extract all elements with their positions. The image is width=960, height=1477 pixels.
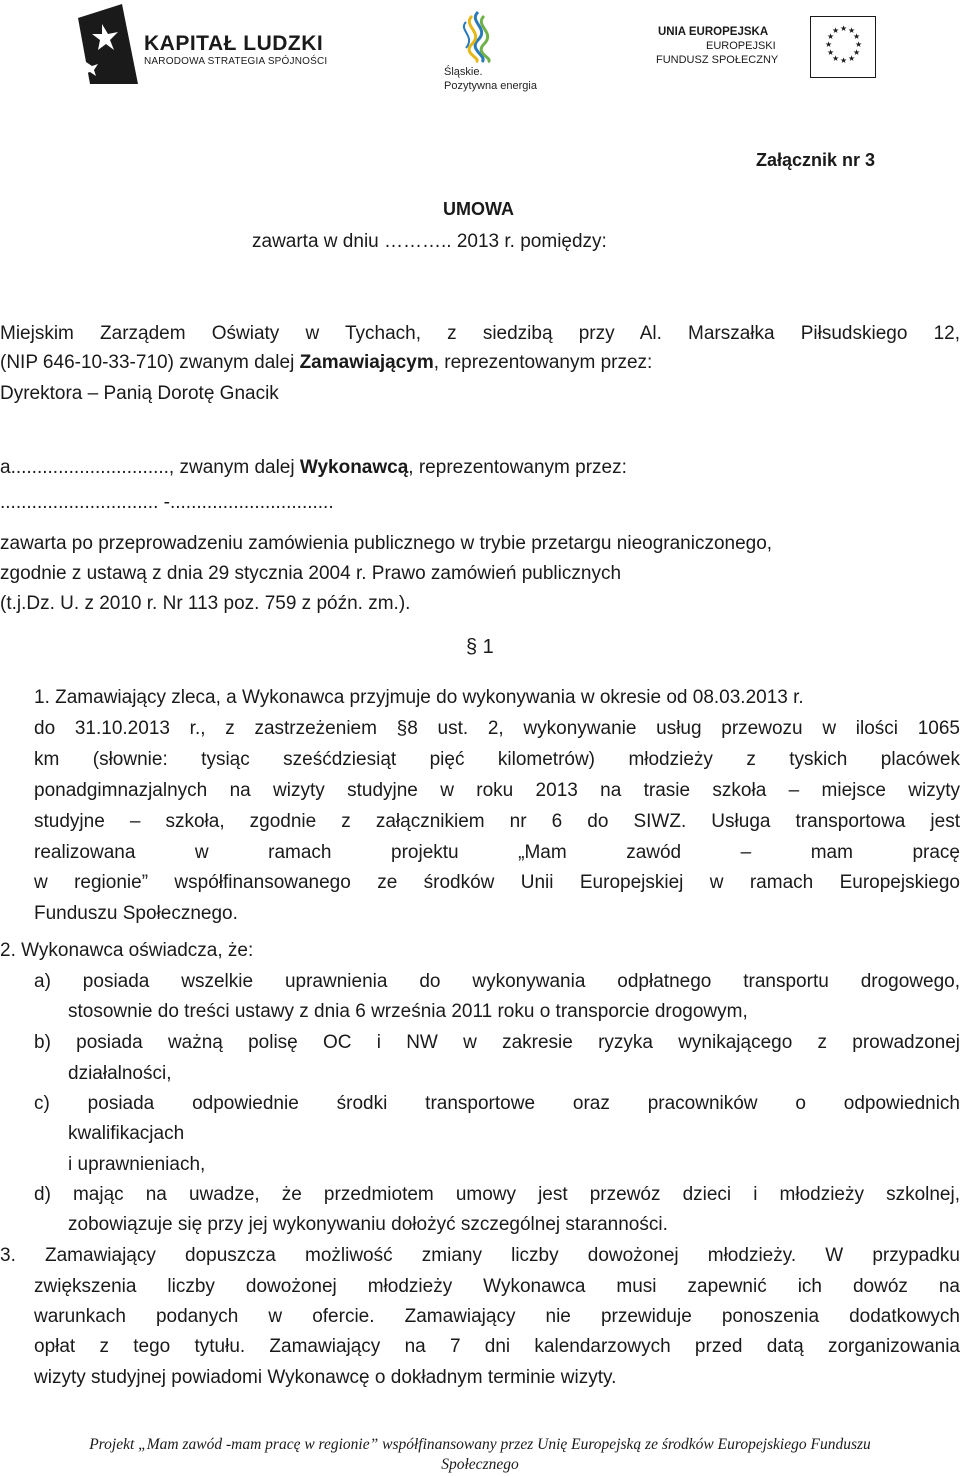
eu-line-3: FUNDUSZ SPOŁECZNY [656, 54, 779, 66]
svg-text:★: ★ [848, 54, 856, 63]
svg-text:★: ★ [827, 32, 835, 41]
eu-logo [650, 16, 880, 86]
svg-text:★: ★ [827, 48, 835, 57]
party2-line-1 [0, 457, 627, 479]
party2-line-3: zawarta po przeprowadzeniu zamówienia publicznego w trybie przetargu nieograniczonego, [0, 533, 773, 554]
party2-text-a: a.............................., zwanym dalej [0, 457, 300, 478]
item3-line-1: 3. Zamawiający dopuszcza możliwość zmiany liczby dowożonej młodzieży. W przypadku [0, 1245, 960, 1266]
party1-text-a: (NIP 646-10-33-710) zwanym dalej [0, 352, 300, 373]
item3-line-2: zwiększenia liczby dowożonej młodzieży Wykonawca musi zapewnić ich dowóz na [34, 1276, 960, 1297]
eu-line-1: UNIA EUROPEJSKA [658, 26, 769, 38]
kapital-ludzki-title: KAPITAŁ LUDZKI [144, 32, 324, 55]
party1-line-3: Dyrektora – Panią Dorotę Gnacik [0, 383, 279, 404]
slaskie-tagline: Pozytywna energia [444, 80, 537, 92]
item2-a-line-1: a) posiada wszelkie uprawnienia do wykonywania odpłatnego transportu drogowego, [34, 971, 960, 992]
svg-text:★: ★ [855, 40, 863, 49]
svg-text:★: ★ [848, 26, 856, 35]
party1-line-1: Miejskim Zarządem Oświaty w Tychach, z siedzibą przy Al. Marszałka Piłsudskiego 12, [0, 323, 960, 344]
item2-b-line-2: działalności, [68, 1063, 172, 1084]
item1-line-3: km (słownie: tysiąc sześćdziesiąt pięć kilometrów) młodzieży z tyskich placówek [34, 749, 960, 770]
item2-a-line-2: stosownie do treści ustawy z dnia 6 września 2011 roku o transporcie drogowym, [68, 1001, 748, 1022]
item1-line-4: ponadgimnazjalnych na wizyty studyjne w roku 2013 na trasie szkoła – miejsce wizyty [34, 780, 960, 801]
svg-text:★: ★ [840, 24, 848, 33]
svg-text:★: ★ [825, 40, 833, 49]
item2-c-line-1: c) posiada odpowiednie środki transportowe oraz pracowników o odpowiednich [34, 1093, 960, 1114]
item2-d-line-2: zobowiązuje się przy jej wykonywaniu dołożyć szczególnej staranności. [68, 1214, 668, 1235]
footer-line-2: Społecznego [441, 1456, 519, 1473]
item2-d-line-1: d) mając na uwadze, że przedmiotem umowy jest przewóz dzieci i młodzieży szkolnej, [34, 1184, 960, 1205]
section-mark: § 1 [466, 636, 494, 658]
item1-line-7: w regionie” współfinansowanego ze środków Unii Europejskiej w ramach Europejskiego [34, 872, 960, 893]
item2-line-1: 2. Wykonawca oświadcza, że: [0, 940, 254, 961]
item3-line-4: opłat z tego tytułu. Zamawiający na 7 dni kalendarzowych przed datą zorganizowania [34, 1336, 960, 1357]
svg-text:★: ★ [832, 26, 840, 35]
party2-line-4: zgodnie z ustawą z dnia 29 stycznia 2004 r. Prawo zamówień publicznych [0, 563, 622, 584]
contract-title: UMOWA [443, 199, 514, 219]
kapital-ludzki-emblem-icon [78, 4, 138, 84]
kapital-ludzki-logo [78, 4, 338, 86]
svg-text:★: ★ [840, 56, 848, 65]
party2-line-2: .............................. -............................... [0, 492, 334, 513]
attachment-label: Załącznik nr 3 [756, 150, 876, 170]
ordering-party-term: Zamawiającym [299, 352, 434, 373]
eu-flag-icon [810, 16, 876, 78]
item1-line-6: realizowana w ramach projektu „Mam zawód – mam pracę [34, 842, 960, 863]
kapital-ludzki-subtitle: NARODOWA STRATEGIA SPÓJNOŚCI [144, 56, 328, 67]
svg-text:★: ★ [853, 32, 861, 41]
svg-text:★: ★ [832, 54, 840, 63]
item1-line-2: do 31.10.2013 r., z zastrzeżeniem §8 ust. 2, wykonywanie usług przewozu w ilości 1065 [34, 718, 960, 739]
concluded-date-line: zawarta w dniu ……….. 2013 r. pomiędzy: [252, 231, 607, 252]
item1-line-5: studyjne – szkoła, zgodnie z załącznikiem nr 6 do SIWZ. Usługa transportowa jest [34, 811, 960, 832]
item1-line-8: Funduszu Społecznego. [34, 903, 238, 924]
party2-text-c: , reprezentowanym przez: [408, 457, 627, 478]
slaskie-name: Śląskie. [444, 66, 483, 78]
item3-line-3: warunkach podanych w ofercie. Zamawiający nie przewiduje ponoszenia dodatkowych [34, 1306, 960, 1327]
slaskie-waves-icon [438, 8, 518, 64]
item3-line-5: wizyty studyjnej powiadomi Wykonawcę o dokładnym terminie wizyty. [34, 1367, 617, 1388]
party1-text-c: , reprezentowanym przez: [433, 352, 653, 373]
eu-line-2: EUROPEJSKI [706, 40, 776, 52]
contractor-term: Wykonawcą [299, 457, 409, 478]
item2-b-line-1: b) posiada ważną polisę OC i NW w zakresie ryzyka wynikającego z prowadzonej [34, 1032, 960, 1053]
party2-line-5: (t.j.Dz. U. z 2010 r. Nr 113 poz. 759 z późn. zm.). [0, 593, 411, 614]
party1-line-2 [0, 352, 652, 374]
footer-line-1: Projekt „Mam zawód -mam pracę w regionie” współfinansowany przez Unię Europejską ze środków Europejskiego Funduszu [89, 1436, 871, 1453]
item2-c-line-3: i uprawnieniach, [68, 1154, 206, 1175]
item2-c-line-2: kwalifikacjach [68, 1123, 185, 1144]
item1-line-1: 1. Zamawiający zleca, a Wykonawca przyjmuje do wykonywania w okresie od 08.03.2013 r. [34, 687, 804, 708]
slaskie-logo [438, 8, 558, 98]
svg-text:★: ★ [853, 48, 861, 57]
